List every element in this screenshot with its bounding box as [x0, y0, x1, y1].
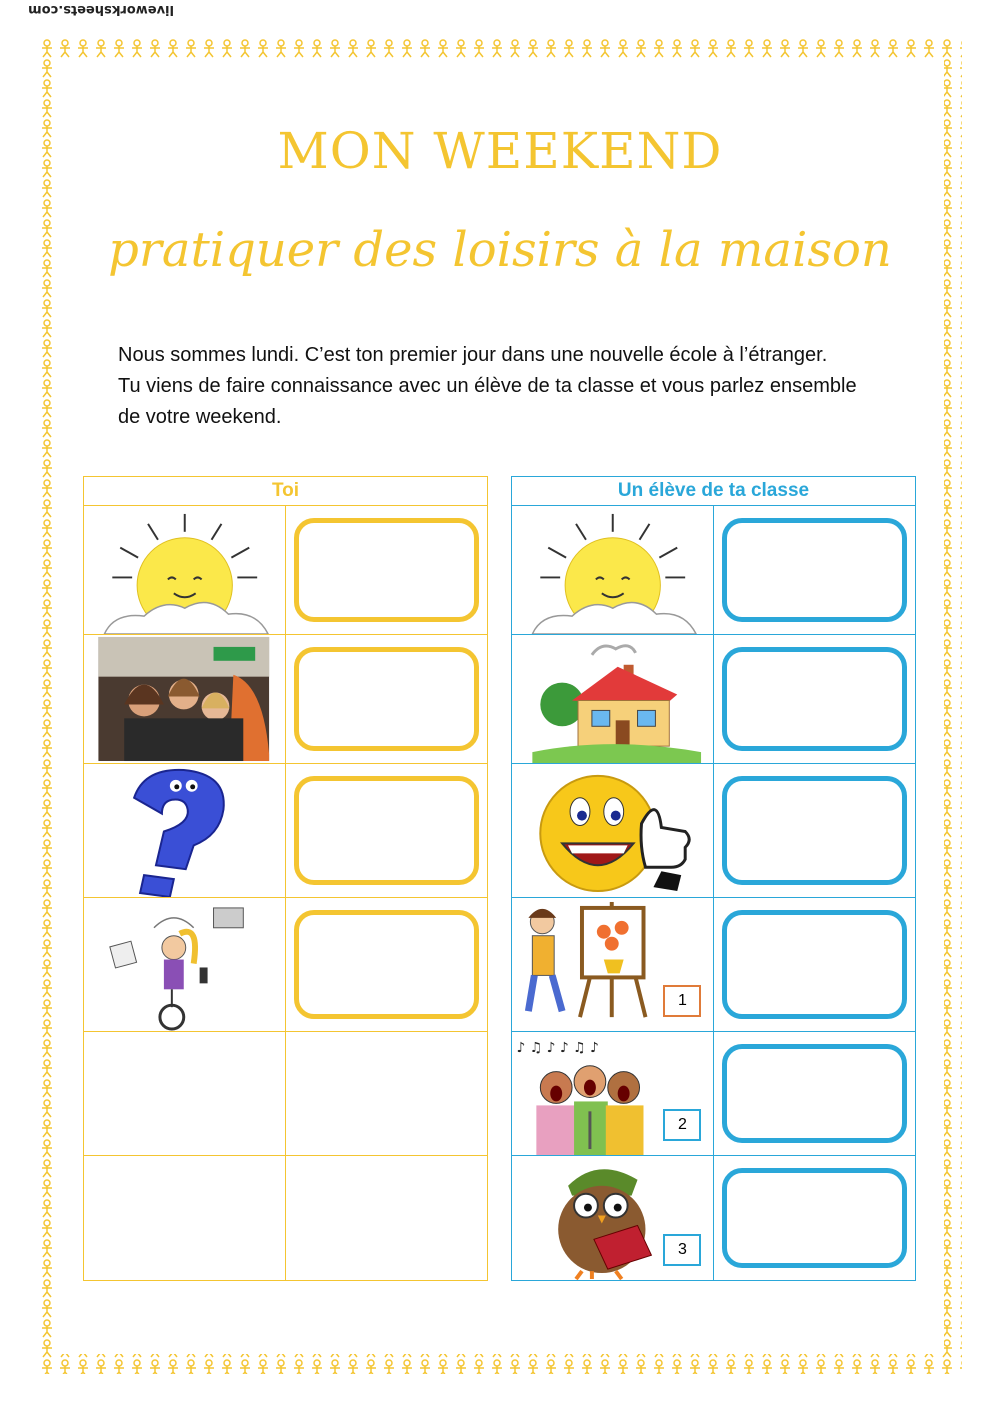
- sun-icon: [512, 506, 713, 634]
- toi-answer-2[interactable]: [286, 635, 488, 764]
- toi-empty-cell: [84, 1156, 286, 1281]
- answer-box[interactable]: [294, 518, 479, 622]
- friends-photo-icon: [84, 635, 285, 763]
- eleve-image-painter: [512, 898, 714, 1032]
- house-icon: [512, 635, 713, 763]
- eleve-answer-4[interactable]: [714, 898, 916, 1032]
- eleve-image-house: [512, 635, 714, 764]
- toi-image-question: [84, 764, 286, 898]
- toi-empty-cell: [84, 1032, 286, 1156]
- eleve-answer-2[interactable]: [714, 635, 916, 764]
- toi-empty-cell: [286, 1032, 488, 1156]
- eleve-header: Un élève de ta classe: [512, 477, 916, 506]
- answer-box[interactable]: [294, 647, 479, 751]
- intro-line-1: Nous sommes lundi. C’est ton premier jour dans une nouvelle école à l’étranger.: [118, 344, 828, 366]
- answer-box[interactable]: [294, 910, 479, 1019]
- toi-answer-3[interactable]: [286, 764, 488, 898]
- sun-icon: [84, 506, 285, 634]
- toi-header: Toi: [84, 477, 488, 506]
- toi-empty-cell: [286, 1156, 488, 1281]
- svg-text:♪ ♫ ♪ ♪ ♫ ♪: ♪ ♫ ♪ ♪ ♫ ♪: [516, 1039, 599, 1056]
- toi-answer-1[interactable]: [286, 506, 488, 635]
- smiley-thumbs-up-icon: [512, 764, 713, 897]
- toi-table: [83, 476, 488, 1281]
- eleve-image-smiley: [512, 764, 714, 898]
- question-mark-icon: [84, 764, 285, 897]
- toi-image-juggler: [84, 898, 286, 1032]
- eleve-answer-6[interactable]: [714, 1156, 916, 1281]
- intro-line-3: de votre weekend.: [118, 406, 282, 428]
- page-subtitle: pratiquer des loisirs à la maison: [108, 222, 892, 278]
- tag-1: 1: [663, 985, 701, 1017]
- juggler-icon: [84, 898, 285, 1031]
- eleve-image-sun: [512, 506, 714, 635]
- toi-image-friends: [84, 635, 286, 764]
- eleve-answer-1[interactable]: [714, 506, 916, 635]
- toi-image-sun: [84, 506, 286, 635]
- watermark: liveworksheets.com: [28, 2, 174, 17]
- eleve-image-singers: [512, 1032, 714, 1156]
- eleve-answer-3[interactable]: [714, 764, 916, 898]
- intro-line-2: Tu viens de faire connaissance avec un élève de ta classe et vous parlez ensemble: [118, 375, 857, 397]
- intro-text: [118, 340, 898, 433]
- answer-box[interactable]: [722, 647, 907, 751]
- answer-box[interactable]: [722, 910, 907, 1019]
- answer-box[interactable]: [294, 776, 479, 885]
- tag-3: 3: [663, 1234, 701, 1266]
- answer-box[interactable]: [722, 1168, 907, 1268]
- answer-box[interactable]: [722, 1044, 907, 1143]
- eleve-table: [511, 476, 916, 1281]
- toi-answer-4[interactable]: [286, 898, 488, 1032]
- tag-2: 2: [663, 1109, 701, 1141]
- page-title: MON WEEKEND: [277, 122, 723, 180]
- answer-box[interactable]: [722, 518, 907, 622]
- answer-box[interactable]: [722, 776, 907, 885]
- eleve-image-owl: [512, 1156, 714, 1281]
- eleve-answer-5[interactable]: [714, 1032, 916, 1156]
